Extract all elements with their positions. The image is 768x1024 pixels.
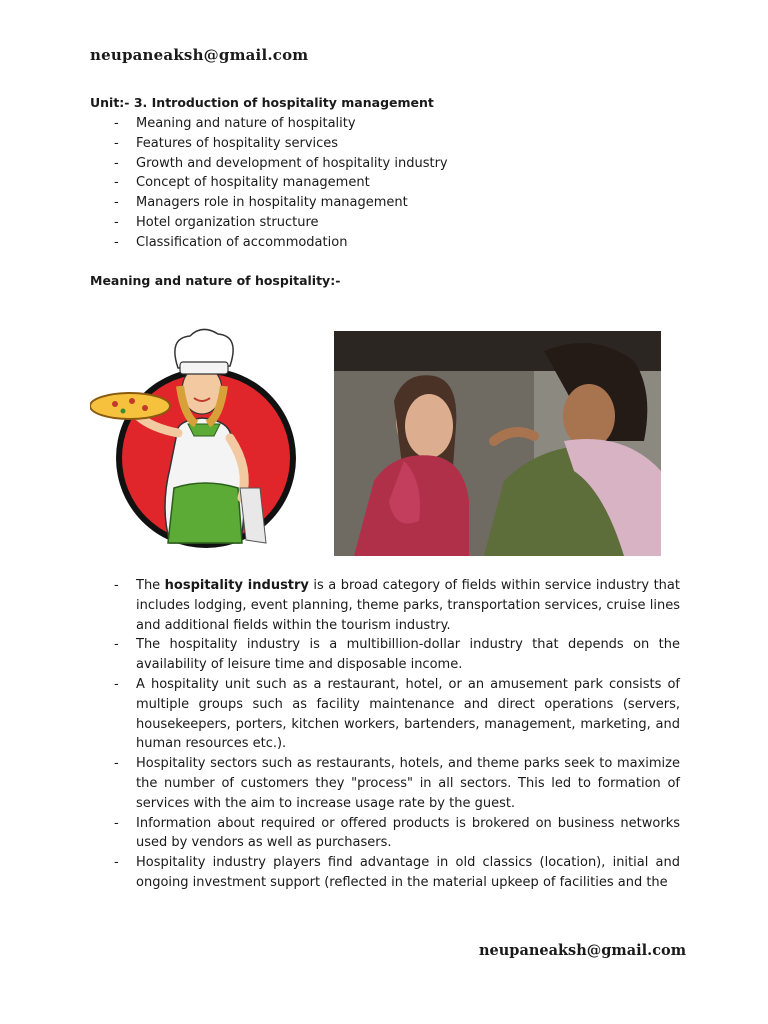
bullet-item <box>90 635 680 675</box>
dash-marker: - <box>114 175 119 191</box>
content-bullets <box>90 576 680 893</box>
bullet-text: is a broad category of fields within service industry that includes lodging, event planning, theme parks, transportation services, cruise lines and additional fields within the tourism industry. <box>136 578 680 633</box>
unit-title: Unit:- 3. Introduction of hospitality management <box>90 95 434 110</box>
list-item <box>90 213 448 233</box>
bullet-bold-text: hospitality industry <box>164 578 309 593</box>
list-item <box>90 114 448 134</box>
dash-marker: - <box>114 234 119 250</box>
section-heading: Meaning and nature of hospitality:- <box>90 273 341 288</box>
footer-email: neupaneaksh@gmail.com <box>479 942 687 959</box>
list-item <box>90 134 448 154</box>
list-item-text: Hotel organization structure <box>136 214 319 230</box>
bullet-item <box>90 675 680 754</box>
topic-list <box>90 114 448 253</box>
bullet-text: The <box>136 578 165 593</box>
list-item-text: Growth and development of hospitality industry <box>136 155 448 171</box>
dash-marker: - <box>114 116 119 131</box>
dash-marker: - <box>114 855 119 871</box>
dash-marker: - <box>114 578 119 593</box>
hospitality-photo <box>334 331 661 556</box>
dash-marker: - <box>114 135 119 151</box>
chef-illustration <box>90 328 305 558</box>
dash-marker: - <box>114 756 119 772</box>
dash-marker: - <box>114 637 119 653</box>
bullet-item <box>90 576 680 635</box>
bullet-text: Hospitality sectors such as restaurants, hotels, and theme parks seek to maximize the number of customers they "process" in all sectors. This led to formation of services with the aim to increase usage rate by the guest. <box>136 756 680 811</box>
dash-marker: - <box>114 214 119 230</box>
bullet-text: Hospitality industry players find advantage in old classics (location), initial and ongoing investment support (reflected in the material upkeep of facilities and the <box>136 855 680 890</box>
list-item-text: Classification of accommodation <box>136 234 348 250</box>
list-item-text: Features of hospitality services <box>136 135 339 151</box>
list-item-text: Managers role in hospitality management <box>136 195 408 211</box>
bullet-text: Information about required or offered products is brokered on business networks used by vendors as well as purchasers. <box>136 815 680 851</box>
bullet-item <box>90 814 680 854</box>
list-item <box>90 154 448 174</box>
bullet-text: The hospitality industry is a multibillion-dollar industry that depends on the availability of leisure time and disposable income. <box>136 637 680 673</box>
dash-marker: - <box>114 676 119 692</box>
dash-marker: - <box>114 155 119 171</box>
bullet-item <box>90 754 680 813</box>
list-item-text: Concept of hospitality management <box>136 175 370 191</box>
header-email: neupaneaksh@gmail.com <box>90 46 309 64</box>
list-item <box>90 173 448 193</box>
dash-marker: - <box>114 195 119 211</box>
list-item <box>90 193 448 213</box>
list-item <box>90 233 448 253</box>
list-item-text: Meaning and nature of hospitality <box>136 116 356 131</box>
dash-marker: - <box>114 815 119 831</box>
bullet-text: A hospitality unit such as a restaurant, hotel, or an amusement park consists of multiple groups such as facility maintenance and direct operations (servers, housekeepers, porters, kitchen workers, bartenders, management, marketing, and human resources etc.). <box>136 676 680 752</box>
bullet-item <box>90 853 680 893</box>
